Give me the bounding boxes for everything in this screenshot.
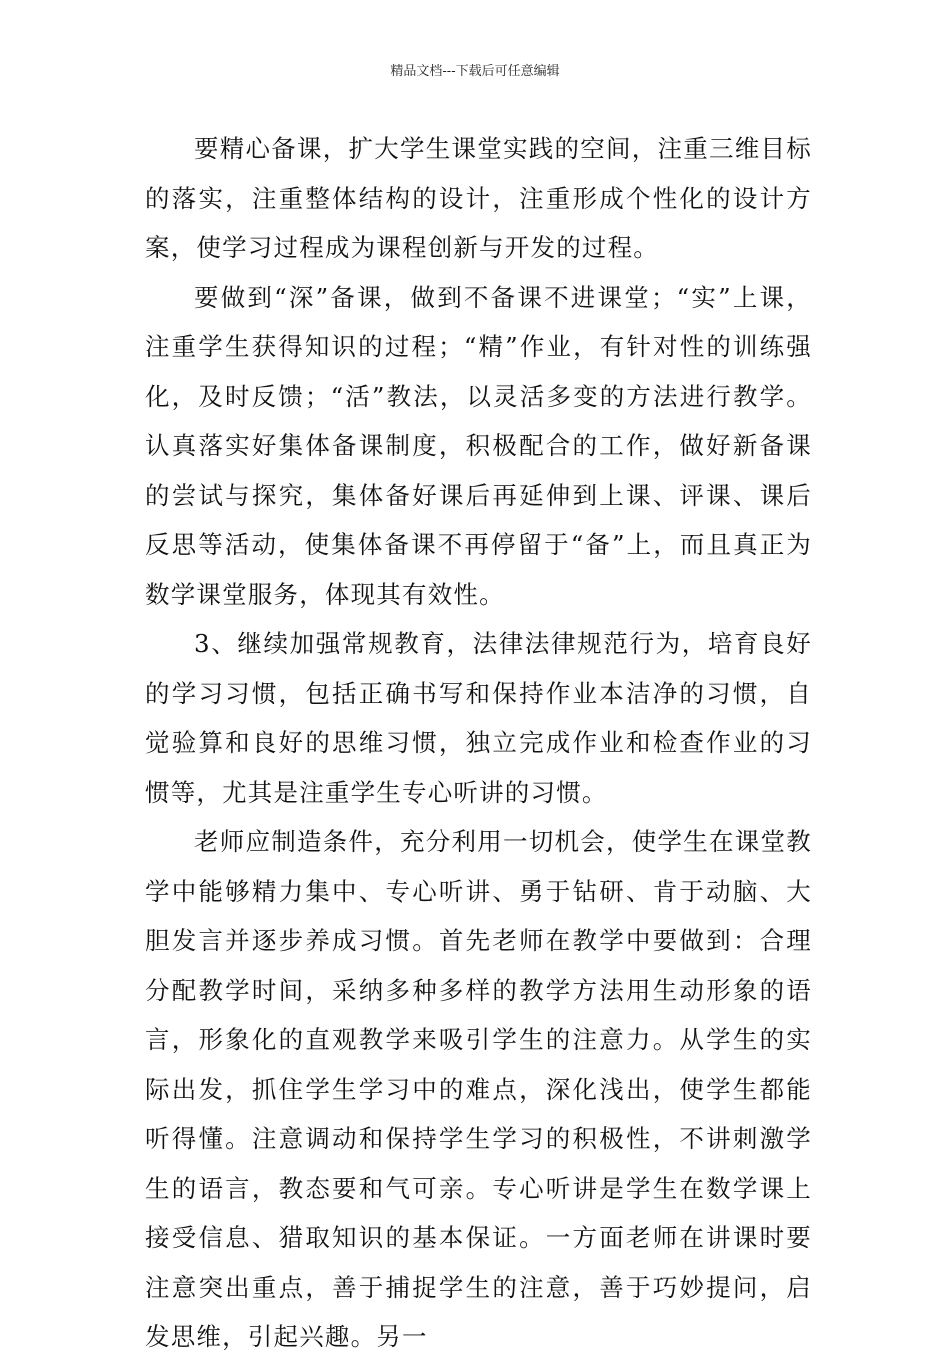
page-header: 精品文档---下载后可任意编辑 [390,64,560,79]
paragraph-lesson-preparation: 要精心备课，扩大学生课堂实践的空间，注重三维目标的落实，注重整体结构的设计，注重形成个性化的设计方案，使学习过程成为课程创新与开发的过程。 [145,134,812,262]
paragraph-routine-education: 3、继续加强常规教育，法律法律规范行为，培育良好的学习习惯，包括正确书写和保持作业本洁净的习惯，自觉验算和良好的思维习惯，独立完成作业和检查作业的习惯等，尤其是注重学生专心听讲的习惯。 [145,629,812,807]
paragraph-teacher-conditions: 老师应制造条件，充分利用一切机会，使学生在课堂教学中能够精力集中、专心听讲、勇于钻研、肯于动脑、大胆发言并逐步养成习惯。首先老师在教学中要做到：合理分配教学时间，采纳多种多样的教学方法用生动形象的语言，形象化的直观教学来吸引学生的注意力。从学生的实际出发，抓住学生学习中的难点，深化浅出，使学生都能听得懂。注意调动和保持学生学习的积极性，不讲刺激学生的语言，教态要和气可亲。专心听讲是学生在数学课上接受信息、猎取知识的基本保证。一方面老师在讲课时要注意突出重点，善于捕捉学生的注意，善于巧妙提问，启发思维，引起兴趣。另一 [145,827,812,1351]
paragraph-deep-preparation: 要做到“深”备课，做到不备课不进课堂；“实”上课，注重学生获得知识的过程；“精”作业，有针对性的训练强化，及时反馈；“活”教法，以灵活多变的方法进行教学。认真落实好集体备课制度，积极配合的工作，做好新备课的尝试与探究，集体备好课后再延伸到上课、评课、课后反思等活动，使集体备课不再停留于“备”上，而且真正为数学课堂服务，体现其有效性。 [145,282,812,609]
document-body [145,124,812,1362]
